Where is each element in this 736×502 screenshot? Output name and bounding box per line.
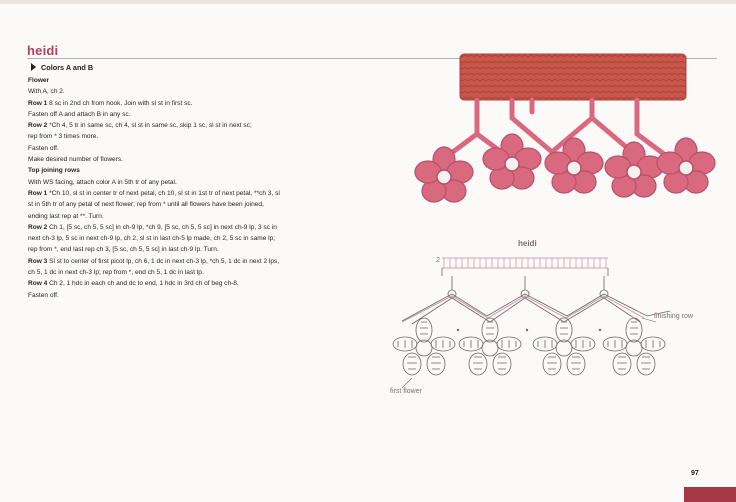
instruction-line bbox=[28, 75, 358, 86]
instruction-line bbox=[28, 267, 358, 278]
finishing-row-label: finishing row bbox=[654, 313, 693, 320]
pattern-title: heidi bbox=[27, 43, 59, 58]
instruction-line bbox=[28, 222, 358, 233]
row-label: Row 1 bbox=[28, 189, 48, 197]
instruction-line bbox=[28, 177, 358, 188]
arrow-right-icon bbox=[31, 63, 36, 71]
instruction-text: ending last rep at **. Turn. bbox=[28, 212, 104, 220]
first-flower-label: first flower bbox=[390, 388, 422, 395]
colors-text: Colors A and B bbox=[41, 63, 94, 72]
top-band bbox=[0, 0, 736, 4]
diagram-title: heidi bbox=[518, 239, 537, 248]
instruction-line bbox=[28, 143, 358, 154]
instruction-text: 8 sc in 2nd ch from hook. Join with sl st in first sc. bbox=[49, 99, 193, 107]
instruction-text: *Ch 10, sl st in center tr of next petal, ch 10, sl st in 1st tr of next petal, **ch 3, sl bbox=[49, 189, 280, 197]
instruction-text: rep from *, end last rep ch 3, [5 sc, ch 5, 5 sc] in last ch-9 lp. Turn. bbox=[28, 246, 219, 254]
instruction-line bbox=[28, 154, 358, 165]
instruction-text: next ch-3 lp, 5 sc in next ch-9 lp, ch 2, sl st in last ch-5 lp made, ch 2, 5 sc in same lp; bbox=[28, 235, 276, 243]
instruction-text: With A, ch 2. bbox=[28, 88, 65, 96]
instruction-text: *Ch 4, 5 tr in same sc, ch 4, sl st in same sc, skip 1 sc, sl st in next sc; bbox=[49, 122, 252, 130]
page-number: 97 bbox=[691, 470, 699, 477]
instruction-text: Fasten off. bbox=[28, 291, 59, 299]
row-label: Row 2 bbox=[28, 122, 48, 130]
row-label: Row 2 bbox=[28, 223, 48, 231]
instruction-line bbox=[28, 98, 358, 109]
instruction-text: st in 5th tr of any petal of next flower; rep from * until all flowers have been joined, bbox=[28, 201, 264, 209]
instruction-line bbox=[28, 86, 358, 97]
instruction-text: Top joining rows bbox=[28, 167, 80, 175]
corner-tab bbox=[684, 487, 736, 502]
instruction-line bbox=[28, 188, 358, 199]
instruction-text: ch 5, 1 dc in next ch-3 lp; rep from *, end ch 5, 1 dc in last lp. bbox=[28, 269, 204, 277]
instruction-text: With WS facing, attach color A in 5th tr of any petal. bbox=[28, 178, 177, 186]
row-label: Row 1 bbox=[28, 99, 48, 107]
instruction-text: rep from * 3 times more. bbox=[28, 133, 99, 141]
instruction-line bbox=[28, 211, 358, 222]
instruction-line bbox=[28, 199, 358, 210]
instruction-line bbox=[28, 120, 358, 131]
sample-photo bbox=[402, 42, 718, 238]
colors-line bbox=[31, 63, 93, 72]
instruction-text: Fasten off A and attach B in any sc. bbox=[28, 110, 131, 118]
instruction-line bbox=[28, 165, 358, 176]
row-label: Row 4 bbox=[28, 280, 48, 288]
instruction-line bbox=[28, 109, 358, 120]
instructions-block bbox=[28, 75, 358, 301]
instruction-text: Ch 1, [5 sc, ch 5, 5 sc] in ch-9 lp, *ch 9, [5 sc, ch 5, 5 sc] in next ch-9 lp, 3 sc in bbox=[49, 223, 277, 231]
instruction-line bbox=[28, 256, 358, 267]
instruction-text: Ch 2, 1 hdc in each ch and dc to end, 1 hdc in 3rd ch of beg ch-8. bbox=[49, 280, 239, 288]
instruction-text: Fasten off. bbox=[28, 144, 59, 152]
instruction-line bbox=[28, 278, 358, 289]
instruction-text: Make desired number of flowers. bbox=[28, 156, 123, 164]
instruction-line bbox=[28, 233, 358, 244]
instruction-line bbox=[28, 131, 358, 142]
row-label: Row 3 bbox=[28, 257, 48, 265]
row-2-marker: 2 bbox=[436, 257, 440, 264]
instruction-line bbox=[28, 244, 358, 255]
instruction-text: Sl st to center of first picot lp, ch 6, 1 dc in next ch-3 lp, *ch 5, 1 dc in next 2 lps, bbox=[49, 257, 280, 265]
instruction-line bbox=[28, 290, 358, 301]
instruction-text: Flower bbox=[28, 77, 50, 84]
